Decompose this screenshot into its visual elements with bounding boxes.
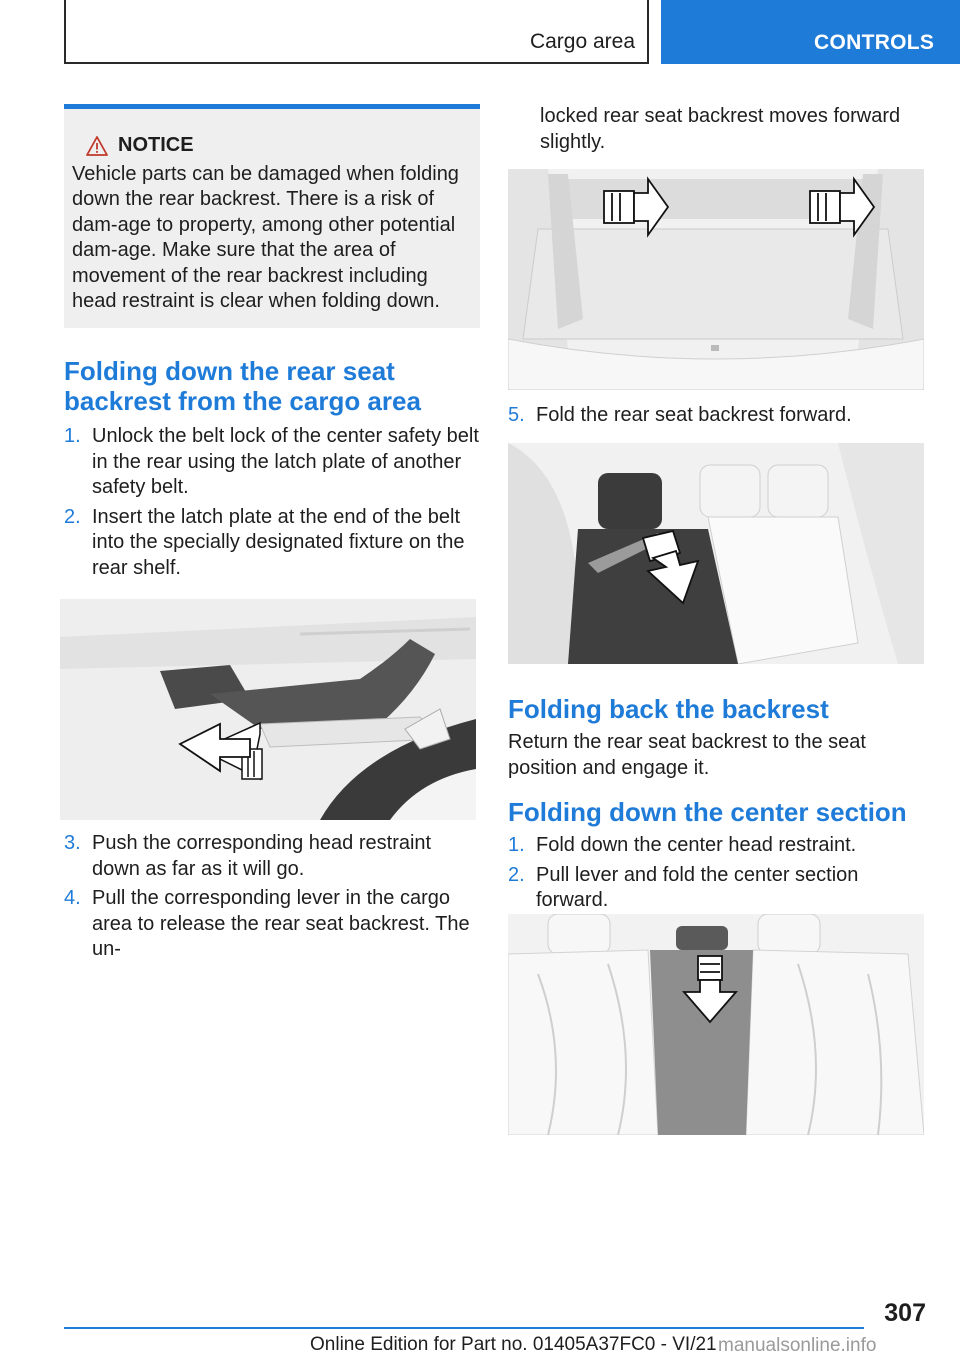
left-column xyxy=(64,104,480,581)
center-section-illustration xyxy=(508,914,924,1135)
notice-title: NOTICE xyxy=(118,134,194,156)
step-text: Push the corresponding head restraint down as far as it will go. xyxy=(92,832,432,880)
notice-text: Vehicle parts can be damaged when folding down the rear backrest. There is a risk of dam-age to property, among other potential dam-age. Make sure that the area of movement of the rear backrest including head restraint is clear when folding down. xyxy=(72,162,459,312)
notice-header xyxy=(72,133,470,159)
center-step-1 xyxy=(508,833,924,859)
notice-box xyxy=(64,104,480,328)
step-5-block xyxy=(508,403,924,429)
warning-triangle-icon xyxy=(86,136,108,156)
fold-back-text: Return the rear seat backrest to the seat position and engage it. xyxy=(508,731,866,779)
step-text: Unlock the belt lock of the center safety belt in the rear using the latch plate of another safety belt. xyxy=(92,425,479,498)
step-number: 5. xyxy=(508,404,525,426)
backrest-fold-illustration xyxy=(508,443,924,664)
header-section-title: Cargo area xyxy=(529,30,635,53)
step-text: Pull lever and fold the center section forward. xyxy=(536,863,859,911)
step-text: Fold down the center head restraint. xyxy=(536,834,857,856)
left-column-lower xyxy=(64,831,480,963)
step-number: 1. xyxy=(508,834,525,856)
footer-edition: Online Edition for Part no. 01405A37FC0 - VI/21 xyxy=(310,1334,717,1355)
figure-belt-latch xyxy=(60,599,476,820)
step-number: 2. xyxy=(64,505,81,528)
footer-watermark[interactable]: manualsonline.info xyxy=(718,1335,877,1356)
step-2 xyxy=(64,505,480,582)
figure-cargo-release-levers xyxy=(508,169,924,390)
section-heading-fold-back: Folding back the backrest xyxy=(508,694,829,724)
continuation-text-block xyxy=(540,104,924,155)
step-text: Pull the corresponding lever in the cargo area to release the rear seat backrest. The un- xyxy=(92,887,470,960)
step-number: 4. xyxy=(64,887,81,909)
step-4 xyxy=(64,886,480,963)
cargo-area-illustration xyxy=(508,169,924,390)
figure-backrest-fold-forward xyxy=(508,443,924,664)
step-number: 2. xyxy=(508,863,525,886)
figure-center-section-fold xyxy=(508,914,924,1135)
step-4-continuation: locked rear seat backrest moves forward slightly. xyxy=(540,105,901,153)
section-heading-fold-down-from-cargo: Folding down the rear seat backrest from the cargo area xyxy=(64,356,421,416)
step-number: 3. xyxy=(64,832,81,854)
footer-rule xyxy=(64,1327,864,1329)
page-number: 307 xyxy=(884,1299,926,1327)
step-text: Insert the latch plate at the end of the belt into the specially designated fixture on the rear shelf. xyxy=(92,505,465,579)
belt-latch-illustration xyxy=(60,599,476,820)
center-step-2 xyxy=(508,863,924,914)
section-heading-fold-center: Folding down the center section xyxy=(508,797,907,827)
step-text: Fold the rear seat backrest forward. xyxy=(536,404,852,426)
step-number: 1. xyxy=(64,425,81,447)
step-3 xyxy=(64,831,480,882)
step-5 xyxy=(508,403,924,429)
section-fold-back-block xyxy=(508,694,924,914)
chapter-tab[interactable]: CONTROLS xyxy=(661,0,960,64)
step-1 xyxy=(64,424,480,501)
